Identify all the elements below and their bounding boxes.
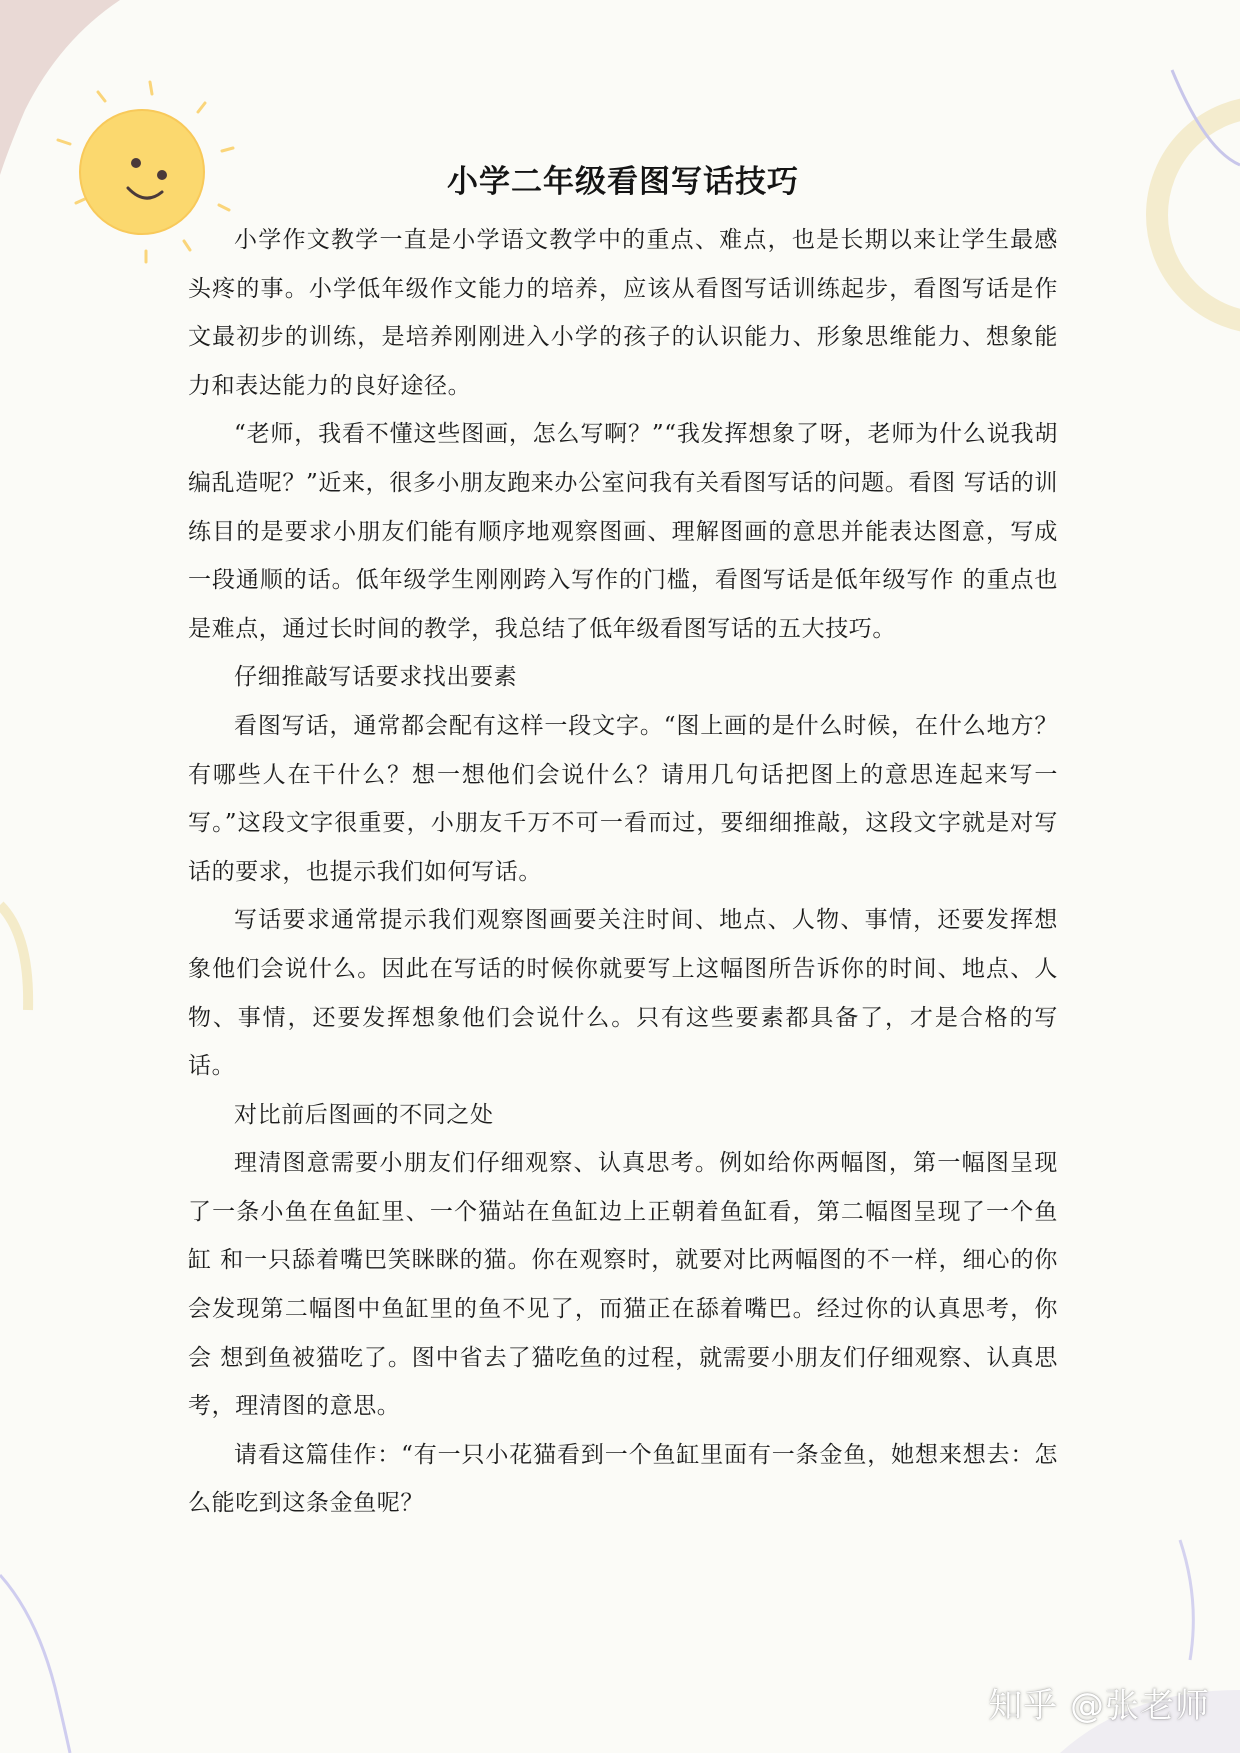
- paragraph: 请看这篇佳作：“有一只小花猫看到一个鱼缸里面有一条金鱼，她想来想去：怎么能吃到这条金鱼呢？: [188, 1441, 1058, 1517]
- paragraph: 小学作文教学一直是小学语文教学中的重点、难点，也是长期以来让学生最感头疼的事。小学低年级作文能力的培养，应该从看图写话训练起步，看图写话是作文最初步的训练，是培养刚刚进入小学的孩子的认识能力、形象思维能力、想象能力和表达能力的良好途径。: [188, 227, 1058, 399]
- watermark: 知乎 @张老师: [988, 1686, 1210, 1726]
- paragraph: 看图写话，通常都会配有这样一段文字。“图上画的是什么时候，在什么地方？有哪些人在干什么？想一想他们会说什么？请用几句话把图上的意思连起来写一写。”这段文字很重要，小朋友千万不可一看而过，要细细推敲，这段文字就是对写话的要求，也提示我们如何写话。: [188, 712, 1058, 885]
- paragraph: “老师，我看不懂这些图画，怎么写啊？”“我发挥想象了呀，老师为什么说我胡编乱造呢？”近来，很多小朋友跑来办公室问我有关看图写话的问题。看图 写话的训练目的是要求小朋友们能有顺序地观察图画、理解图画的意思并能表达图意，写成一段通顺的话。低年级学生刚刚跨入写作的门槛，看图写话是低年级写作 的重点也是难点，通过长时间的教学，我总结了低年级看图写话的五大技巧。: [188, 421, 1058, 642]
- document-paragraphs: [188, 216, 1058, 1528]
- paragraph: 理清图意需要小朋友们仔细观察、认真思考。例如给你两幅图，第一幅图呈现了一条小鱼在鱼缸里、一个猫站在鱼缸边上正朝着鱼缸看，第二幅图呈现了一个鱼缸 和一只舔着嘴巴笑眯眯的猫。你在观察时，就要对比两幅图的不一样，细心的你会发现第二幅图中鱼缸里的鱼不见了，而猫正在舔着嘴巴。经过你的认真思考，你会 想到鱼被猫吃了。图中省去了猫吃鱼的过程，就需要小朋友们仔细观察、认真思考，理清图的意思。: [188, 1150, 1058, 1420]
- document-title: 小学二年级看图写话技巧: [447, 164, 799, 200]
- paragraph: 写话要求通常提示我们观察图画要关注时间、地点、人物、事情，还要发挥想象他们会说什么。因此在写话的时候你就要写上这幅图所告诉你的时间、地点、人物、事情，还要发挥想象他们会说什么。只有这些要素都具备了，才是合格的写话。: [188, 907, 1058, 1080]
- section-heading: 对比前后图画的不同之处: [234, 1101, 494, 1128]
- arc-left-yellow: [0, 905, 28, 1010]
- ring-right-yellow: [1157, 107, 1240, 323]
- section-heading: 仔细推敲写话要求找出要素: [234, 664, 518, 691]
- arc-right-bottom-purple: [1180, 1540, 1193, 1660]
- arc-left-purple: [0, 1575, 70, 1753]
- document-body: [188, 158, 1058, 1528]
